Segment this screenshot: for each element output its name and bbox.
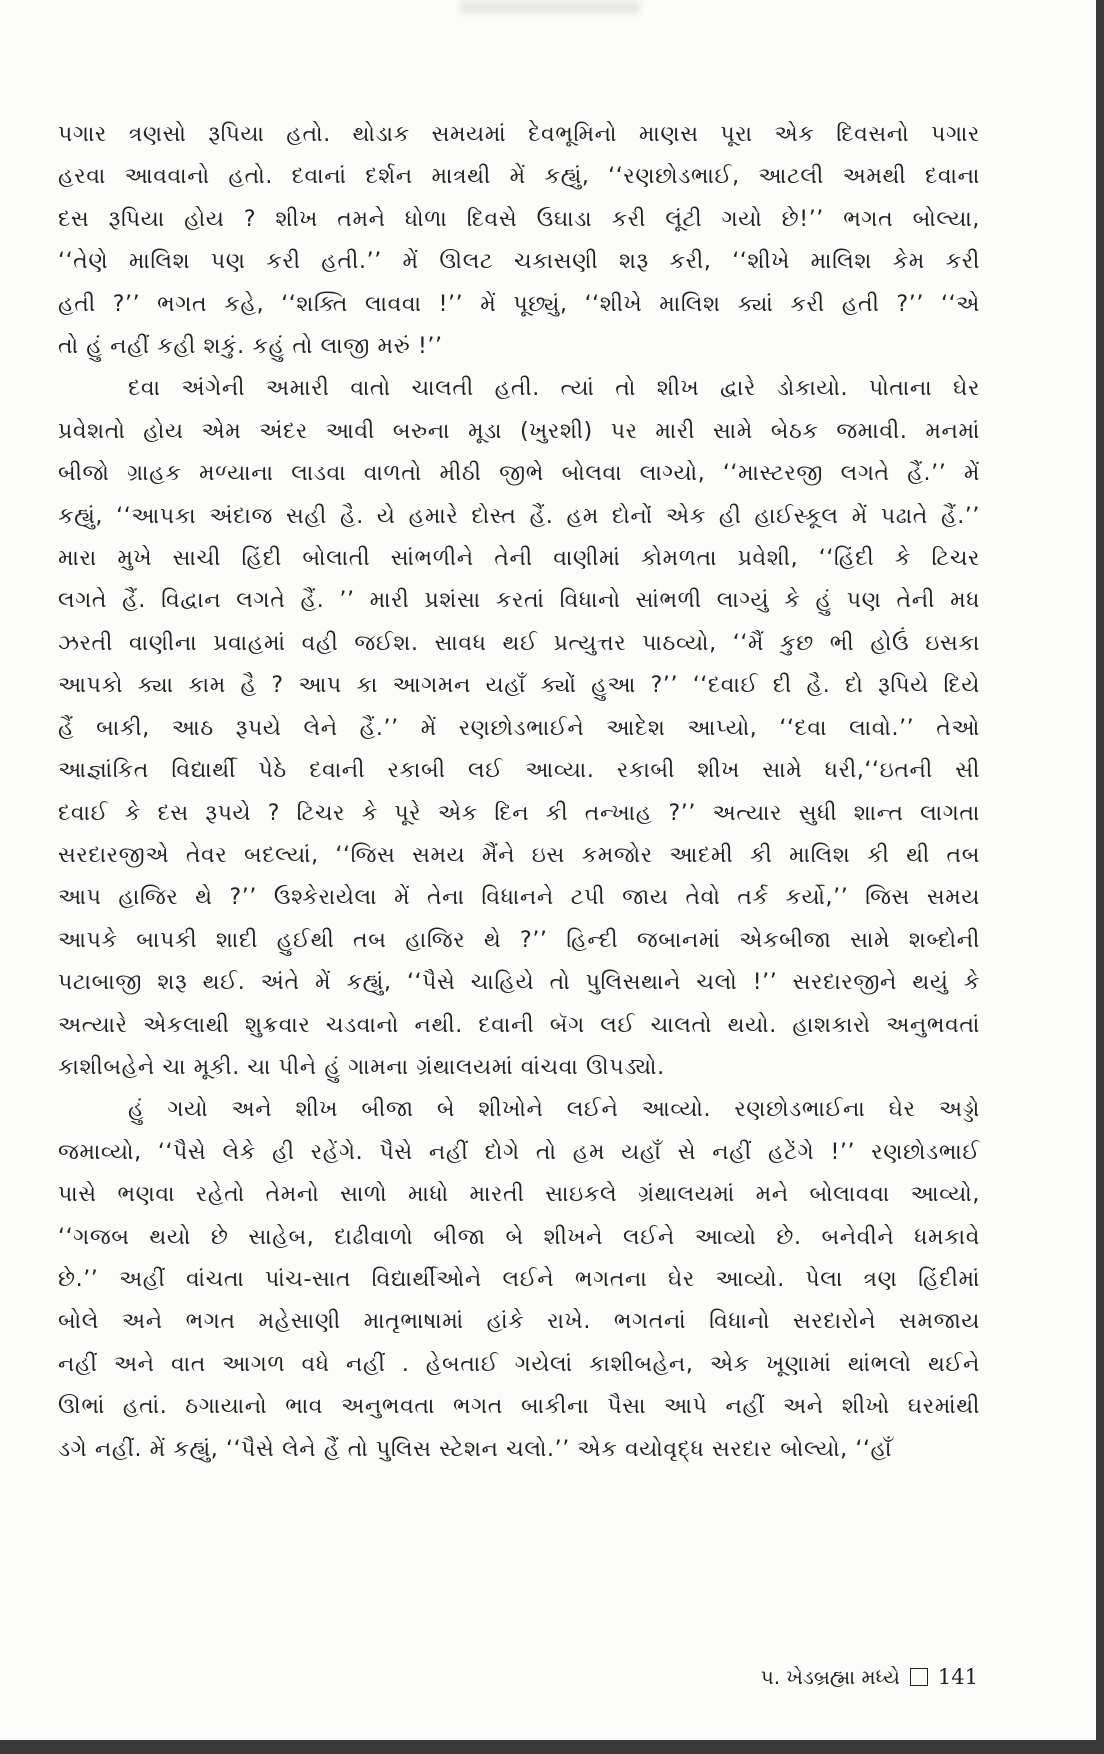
text-line: દવાઈ કે દસ રૂપયે ? ટિચર કે પૂરે એક દિન કી તન્ખાહ ?’’ અત્યાર સુધી શાન્ત લાગતા (58, 800, 980, 826)
text-line: તો હું નહીં કહી શકું. કહું તો લાજી મરું !’’ (58, 334, 443, 360)
text-line: દવા અંગેની અમારી વાતો ચાલતી હતી. ત્યાં તો શીખ દ્વારે ડોકાયો. પોતાના ઘેર (128, 376, 980, 402)
text-line: મારા મુખે સાચી હિંદી બોલાતી સાંભળીને તેની વાણીમાં કોમળતા પ્રવેશી, ‘‘હિંદી કે ટિચર (58, 546, 980, 572)
text-line: કાશીબહેને ચા મૂકી. ચા પીને હું ગામના ગ્રંથાલયમાં વાંચવા ઊપડ્યો. (58, 1054, 665, 1080)
text-line: બીજો ગ્રાહક મળ્યાના લાડવા વાળતો મીઠી જીભે બોલવા લાગ્યો, ‘‘માસ્ટરજી લગતે હૈં.’’ મેં (58, 461, 980, 487)
text-line: ઝરતી વાણીના પ્રવાહમાં વહી જઈશ. સાવધ થઈ પ્રત્યુત્તર પાઠવ્યો, ‘‘મૈં કુછ ભી હોઉં ઇસકા (58, 630, 980, 656)
text-line: બોલે અને ભગત મહેસાણી માતૃભાષામાં હાંકે રાખે. ભગતનાં વિધાનો સરદારોને સમજાય (58, 1309, 980, 1335)
text-line: આજ્ઞાંકિત વિદ્યાર્થી પેઠે દવાની રકાબી લઈ આવ્યા. રકાબી શીખ સામે ધરી,‘‘ઇતની સી (58, 758, 980, 784)
body-text (58, 114, 980, 1471)
text-line: ડગે નહીં. મેં કહ્યું, ‘‘પૈસે લેને હૈં તો પુલિસ સ્ટેશન ચલો.’’ એક વયોવૃદ્ધ સરદાર બોલ્યો, ‘‘હાઁ (58, 1436, 893, 1462)
page-footer (761, 1665, 978, 1689)
text-line: ‘‘ગજબ થયો છે સાહેબ, દાઢીવાળો બીજા બે શીખને લઈને આવ્યો છે. બનેવીને ધમકાવે (58, 1224, 980, 1250)
text-line: હું ગયો અને શીખ બીજા બે શીખોને લઈને આવ્યો. રણછોડભાઈના ઘેર અડ્ડો (128, 1097, 980, 1123)
text-line: પાસે ભણવા રહેતો તેમનો સાળો માધો મારતી સાઇકલે ગ્રંથાલયમાં મને બોલાવવા આવ્યો, (58, 1182, 980, 1208)
paragraph (58, 368, 980, 1089)
text-line: આપ હાજિર થે ?’’ ઉશ્કેરાયેલા મેં તેના વિધાનને ટપી જાય તેવો તર્ક કર્યો,’’ જિસ સમય (58, 885, 980, 911)
text-line: લગતે હૈં. વિદ્વાન લગતે હૈં. ’’ મારી પ્રશંસા કરતાં વિધાનો સાંભળી લાગ્યું કે હું પણ તેની મધ (58, 588, 980, 614)
paragraph (58, 114, 980, 368)
text-line: પ્રવેશતો હોય એમ અંદર આવી બરુના મૂડા (ખુરશી) પર મારી સામે બેઠક જમાવી. મનમાં (58, 418, 980, 444)
text-line: આપકો ક્યા કામ હૈ ? આપ કા આગમન યહાઁ ક્યોં હુઆ ?’’ ‘‘દવાઈ દી હૈ. દો રૂપિયે દિયે (58, 673, 980, 699)
scan-artifact (460, 0, 640, 14)
text-line: સરદારજીએ તેવર બદલ્યાં, ‘‘જિસ સમય મૈંને ઇસ કમજોર આદમી કી માલિશ કી થી તબ (58, 842, 980, 868)
text-line: દસ રૂપિયા હોય ? શીખ તમને ધોળા દિવસે ઉઘાડા કરી લૂંટી ગયો છે!’’ ભગત બોલ્યા, (58, 206, 980, 232)
text-line: જમાવ્યો, ‘‘પૈસે લેકે હી રહેંગે. પૈસે નહીં દોગે તો હમ યહાઁ સે નહીં હટેંગે !’’ રણછોડભાઈ (58, 1139, 980, 1165)
chapter-title: પ. ખેડબ્રહ્મા મધ્યે (760, 1665, 900, 1689)
text-line: પટાબાજી શરૂ થઈ. અંતે મેં કહ્યું, ‘‘પૈસે ચાહિયે તો પુલિસથાને ચલો !’’ સરદારજીને થયું કે (58, 970, 980, 996)
text-line: પગાર ત્રણસો રૂપિયા હતો. થોડાક સમયમાં દેવભૂમિનો માણસ પૂરા એક દિવસનો પગાર (58, 122, 980, 147)
text-line: આપકે બાપકી શાદી હુઈથી તબ હાજિર થે ?’’ હિન્દી જબાનમાં એકબીજા સામે શબ્દોની (58, 927, 980, 953)
paragraph (58, 1089, 980, 1471)
square-icon (910, 1668, 928, 1686)
text-line: હતી ?’’ ભગત કહે, ‘‘શક્તિ લાવવા !’’ મેં પૂછ્યું, ‘‘શીખે માલિશ ક્યાં કરી હતી ?’’ ‘‘એ (58, 291, 980, 317)
text-line: નહીં અને વાત આગળ વધે નહીં . હેબતાઈ ગયેલાં કાશીબહેન, એક ખૂણામાં થાંભલો થઈને (58, 1351, 980, 1377)
text-line: હરવા આવવાનો હતો. દવાનાં દર્શન માત્રથી મેં કહ્યું, ‘‘રણછોડભાઈ, આટલી અમથી દવાના (58, 164, 980, 190)
text-line: ઊભાં હતાં. ઠગાયાનો ભાવ અનુભવતા ભગત બાકીના પૈસા આપે નહીં અને શીખો ઘરમાંથી (58, 1394, 980, 1420)
text-line: અત્યારે એકલાથી શુક્રવાર ચડવાનો નથી. દવાની બૅગ લઈ ચાલતો થયો. હાશકારો અનુભવતાં (58, 1012, 980, 1038)
page-number: 141 (937, 1665, 978, 1689)
text-line: છે.’’ અહીં વાંચતા પાંચ-સાત વિદ્યાર્થીઓને લઈને ભગતના ઘેર આવ્યો. પેલા ત્રણ હિંદીમાં (58, 1266, 980, 1292)
text-line: હૈં બાકી, આઠ રૂપયે લેને હૈં.’’ મેં રણછોડભાઈને આદેશ આપ્યો, ‘‘દવા લાવો.’’ તેઓ (58, 715, 980, 741)
text-line: કહ્યું, ‘‘આપકા અંદાજ સહી હૈ. યે હમારે દોસ્ત હૈં. હમ દોનોં એક હી હાઈસ્કૂલ મેં પઢાતે હૈં.’’ (58, 503, 980, 529)
text-line: ‘‘તેણે માલિશ પણ કરી હતી.’’ મેં ઊલટ ચકાસણી શરૂ કરી, ‘‘શીખે માલિશ કેમ કરી (58, 249, 980, 275)
